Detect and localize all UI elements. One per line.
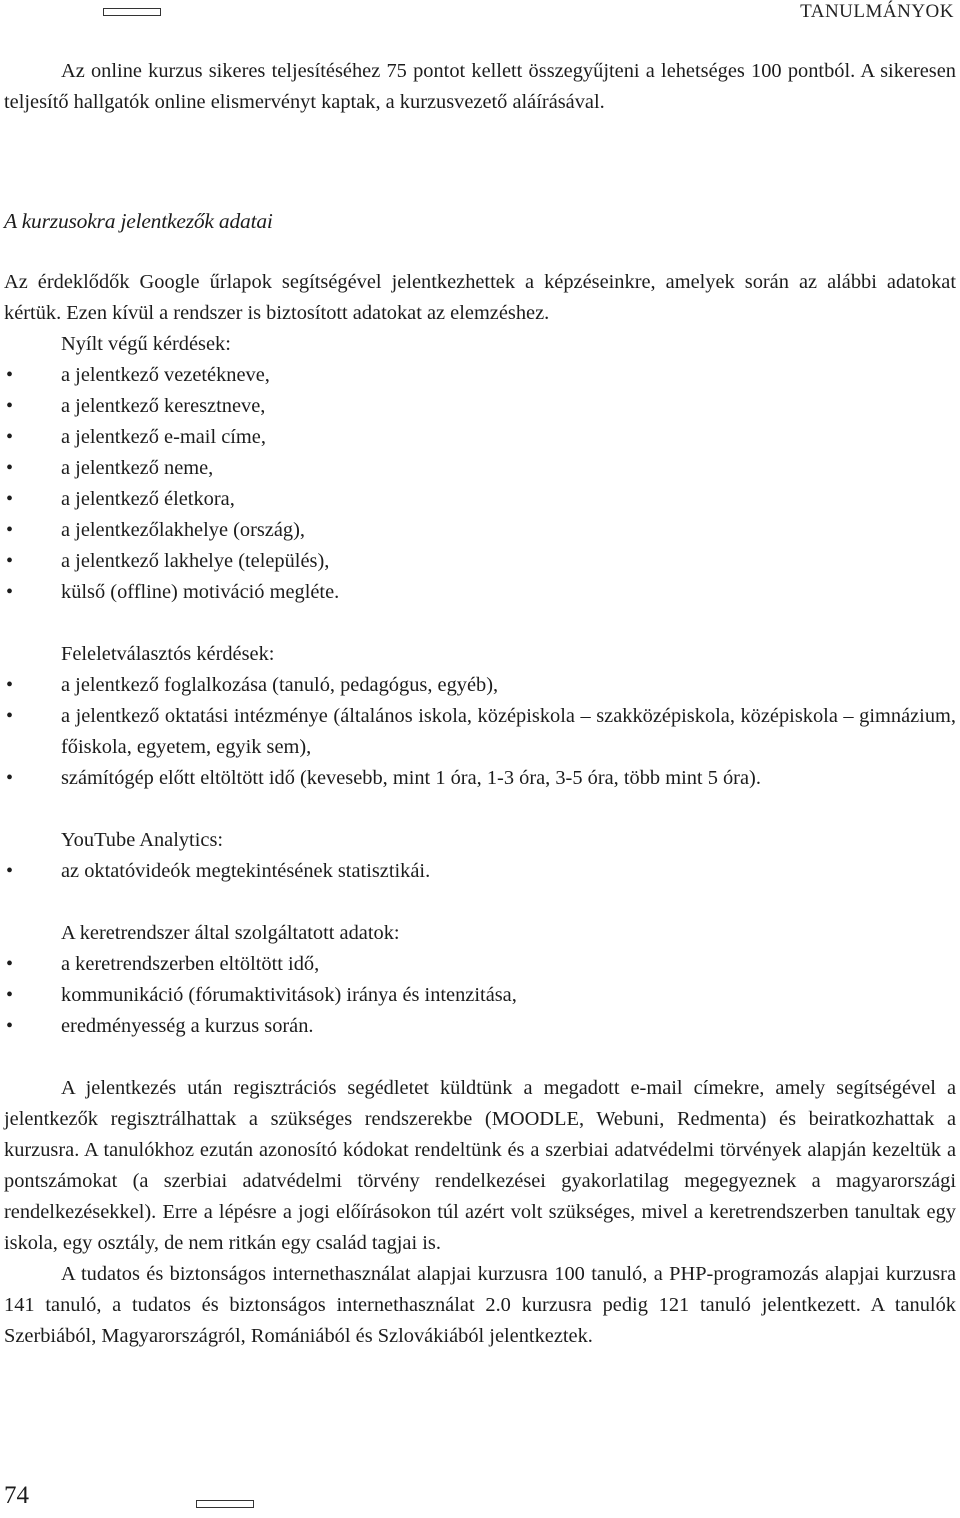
list-item: • kommunikáció (fórumaktivitások) iránya és intenzitása, xyxy=(4,980,956,1011)
list-item: • a jelentkező neme, xyxy=(4,453,956,484)
bullet-icon: • xyxy=(6,767,14,789)
list-item: • a keretrendszerben eltöltött idő, xyxy=(4,949,956,980)
list-item: • külső (offline) motiváció megléte. xyxy=(4,577,956,608)
registration-paragraph: A jelentkezés után regisztrációs segédletet küldtünk a megadott e-mail címekre, amely segítségével a jelentkezők regisztrálhattak a szükséges rendszerekbe (MOODLE, Webuni, Redmenta) és beiratkozhattak a kurzusra. A tanulókhoz ezután azonosító kódokat rendeltünk és a szerbiai adatvédelmi törvények alapján kezeltük a pontszámokat (a szerbiai adatvédelmi törvény rendelkezései gyakorlatilag megegyeznek a magyarországi rendelkezésekkel). Erre a lépésre a jogi előírásokon túl azért volt szükséges, mivel a keretrendszerben tanultak egy iskola, egy osztály, de nem ritkán egy család tagjai is. xyxy=(4,1077,956,1254)
bullet-list xyxy=(4,856,956,887)
bullet-icon: • xyxy=(6,953,14,975)
group-title: YouTube Analytics: xyxy=(61,829,224,851)
list-item: • eredményesség a kurzus során. xyxy=(4,1011,956,1042)
bullet-icon: • xyxy=(6,581,14,603)
bullet-icon: • xyxy=(6,984,14,1006)
bullet-icon: • xyxy=(6,426,14,448)
enrollment-paragraph: A tudatos és biztonságos internethasználat alapjai kurzusra 100 tanuló, a PHP-programozás alapjai kurzusra 141 tanuló, a tudatos és biztonságos internethasználat 2.0 kurzusra pedig 121 tanuló jelentkezett. A tanulók Szerbiából, Magyarországról, Romániából és Szlovákiából jelentkeztek. xyxy=(4,1263,956,1347)
list-item: • a jelentkező vezetékneve, xyxy=(4,360,956,391)
list-item: • az oktatóvideók megtekintésének statisztikái. xyxy=(4,856,956,887)
bullet-icon: • xyxy=(6,395,14,417)
list-item: • a jelentkező foglalkozása (tanuló, pedagógus, egyéb), xyxy=(4,670,956,701)
bullet-icon: • xyxy=(6,674,14,696)
bullet-list xyxy=(4,670,956,794)
running-header: TANULMÁNYOK xyxy=(800,1,954,22)
bullet-icon: • xyxy=(6,488,14,510)
list-item: • a jelentkező életkora, xyxy=(4,484,956,515)
section-intro-paragraph: Az érdeklődők Google űrlapok segítségével jelentkezhettek a képzéseinkre, amelyek során az alábbi adatokat kértük. Ezen kívül a rendszer is biztosított adatokat az elemzéshez. xyxy=(4,271,956,324)
group-title: A keretrendszer által szolgáltatott adatok: xyxy=(61,922,400,944)
bullet-icon: • xyxy=(6,705,14,727)
list-item: • a jelentkező oktatási intézménye (általános iskola, középiskola – szakközépiskola, középiskola – gimnázium, főiskola, egyetem, egyik sem), xyxy=(4,701,956,763)
list-item: • számítógép előtt eltöltött idő (kevesebb, mint 1 óra, 1-3 óra, 3-5 óra, több mint 5 óra). xyxy=(4,763,956,794)
bullet-icon: • xyxy=(6,457,14,479)
list-item: • a jelentkező e-mail címe, xyxy=(4,422,956,453)
group-multiple-choice xyxy=(4,639,956,794)
list-item: • a jelentkező lakhelye (település), xyxy=(4,546,956,577)
group-framework-data xyxy=(4,918,956,1042)
section-heading: A kurzusokra jelentkezők adatai xyxy=(4,209,273,233)
bullet-icon: • xyxy=(6,364,14,386)
header-decorative-bar xyxy=(103,8,161,16)
bullet-icon: • xyxy=(6,1015,14,1037)
footer-decorative-bar xyxy=(196,1500,254,1508)
list-item: • a jelentkezőlakhelye (ország), xyxy=(4,515,956,546)
group-open-questions xyxy=(4,329,956,608)
group-title: Nyílt végű kérdések: xyxy=(61,333,231,355)
group-youtube-analytics xyxy=(4,825,956,887)
bullet-list xyxy=(4,360,956,608)
bullet-icon: • xyxy=(6,519,14,541)
page-number: 74 xyxy=(4,1482,29,1509)
article-body xyxy=(4,56,956,1352)
group-title: Feleletválasztós kérdések: xyxy=(61,643,275,665)
list-item: • a jelentkező keresztneve, xyxy=(4,391,956,422)
bullet-list xyxy=(4,949,956,1042)
bullet-icon: • xyxy=(6,860,14,882)
bullet-icon: • xyxy=(6,550,14,572)
intro-paragraph: Az online kurzus sikeres teljesítéséhez 75 pontot kellett összegyűjteni a lehetséges 100 pontból. A sikeresen teljesítő hallgatók online elismervényt kaptak, a kurzusvezető aláírásával. xyxy=(4,60,956,113)
